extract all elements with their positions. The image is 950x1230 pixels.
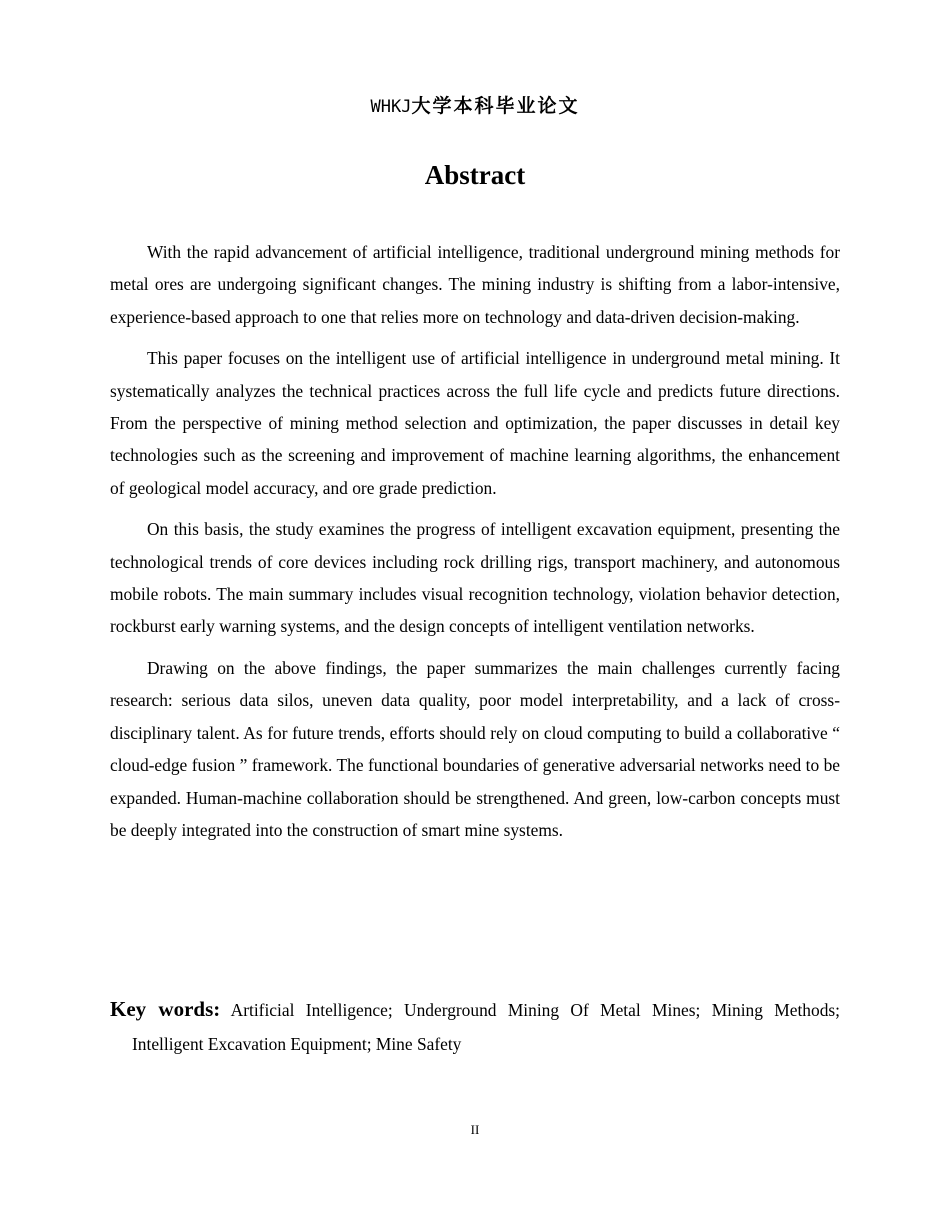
page-number: II bbox=[470, 1122, 480, 1137]
keywords-text: Artificial Intelligence; Underground Mining Of Metal Mines; Mining Methods; Intelligent Excavation Equipment; Mine Safety bbox=[132, 1000, 840, 1054]
abstract-body bbox=[110, 236, 840, 855]
keywords-label: Key words: bbox=[110, 997, 221, 1021]
running-header bbox=[0, 92, 950, 121]
page-title: Abstract bbox=[424, 160, 526, 190]
keywords-block bbox=[110, 992, 840, 1061]
abstract-paragraph-3: On this basis, the study examines the progress of intelligent excavation equipment, presenting the technological trends of core devices including rock drilling rigs, transport machinery, and autonomous mobile robots. The main summary includes visual recognition technology, violation behavior detection, rockburst early warning systems, and the design concepts of intelligent ventilation networks. bbox=[110, 519, 840, 637]
abstract-paragraph-4: Drawing on the above findings, the paper summarizes the main challenges currently facing research: serious data silos, uneven data quality, poor model interpretability, and a lack of cross-disciplinary talent. As for future trends, efforts should rely on cloud computing to build a collaborative “ cloud-edge fusion ” framework. The functional boundaries of generative adversarial networks need to be expanded. Human-machine collaboration should be strengthened. And green, low-carbon concepts must be deeply integrated into the construction of smart mine systems. bbox=[110, 657, 840, 840]
header-university-code: WHKJ bbox=[370, 97, 412, 117]
header-thesis-label: 大学本科毕业论文 bbox=[411, 95, 580, 117]
abstract-paragraph-1: With the rapid advancement of artificial intelligence, traditional underground mining methods for metal ores are undergoing significant changes. The mining industry is shifting from a labor-intensive, experience-based approach to one that relies more on technology and data-driven decision-making. bbox=[110, 242, 840, 327]
abstract-paragraph-2: This paper focuses on the intelligent use of artificial intelligence in underground metal mining. It systematically analyzes the technical practices across the full life cycle and predicts future directions. From the perspective of mining method selection and optimization, the paper discusses in detail key technologies such as the screening and improvement of machine learning algorithms, the enhancement of geological model accuracy, and ore grade prediction. bbox=[110, 348, 840, 498]
